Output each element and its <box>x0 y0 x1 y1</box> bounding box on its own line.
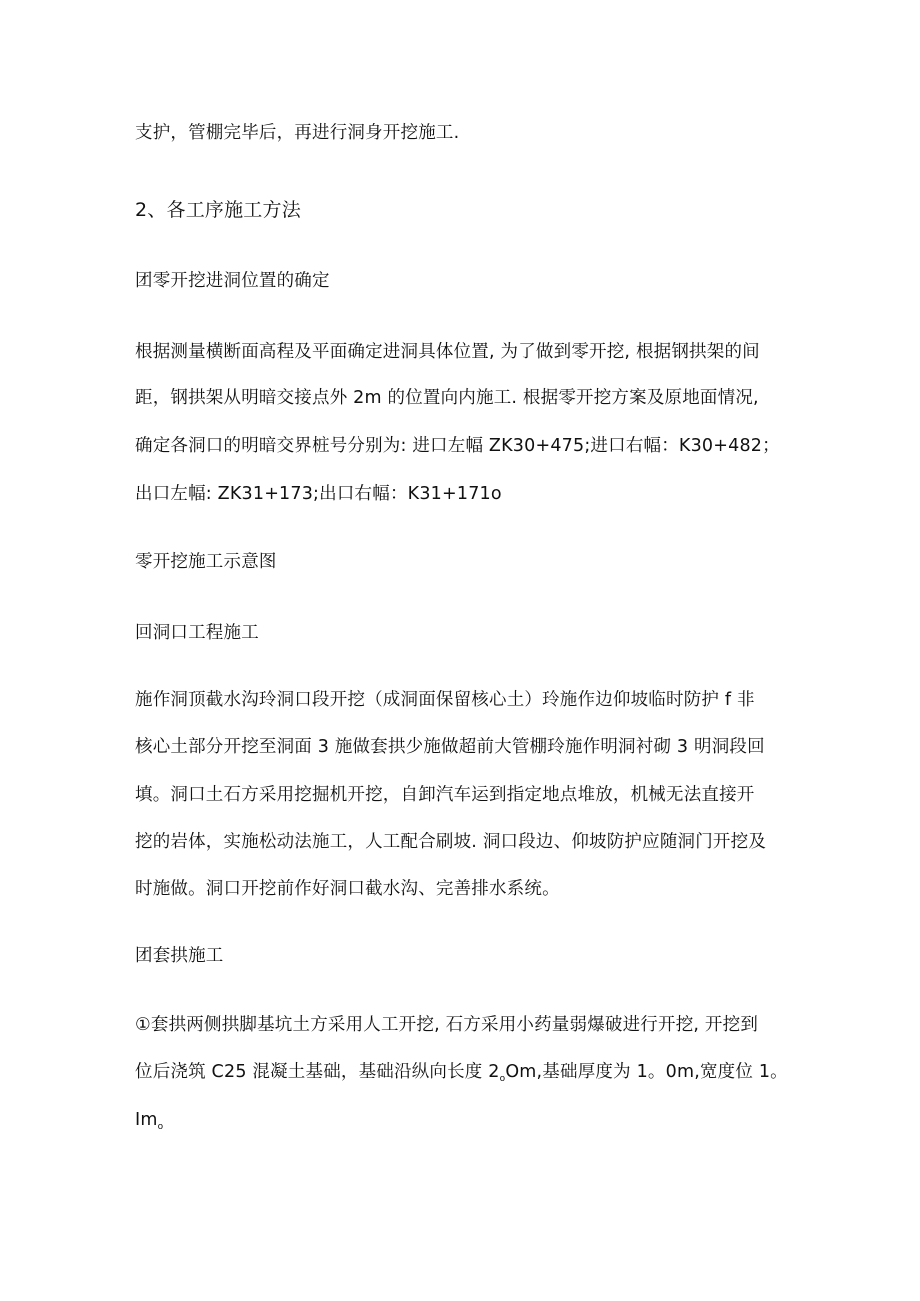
paragraph-line: ①套拱两侧拱脚基坑土方采用人工开挖, 石方采用小药量弱爆破进行开挖, 开挖到 <box>135 1015 759 1035</box>
paragraph-line: 确定各洞口的明暗交界桩号分别为: 进口左幅 ZK30+475;进口右幅：K30+482； <box>135 436 780 456</box>
subsection-title-arch: 团套拱施工 <box>135 946 224 966</box>
subscript-run: o <box>499 1074 506 1084</box>
section-heading: 2、各工序施工方法 <box>135 199 301 221</box>
paragraph-line: 距，钢拱架从明暗交接点外 2m 的位置向内施工. 根据零开挖方案及原地面情况, <box>135 388 759 408</box>
paragraph-line: 时施做。洞口开挖前作好洞口截水沟、完善排水系统。 <box>135 879 560 899</box>
text-run: Om,基础厚度为 1。0m,宽度位 1。 <box>505 1062 788 1082</box>
paragraph-intro: 支护，管棚完毕后，再进行洞身开挖施工. <box>135 123 460 143</box>
paragraph-line: 填。洞口土石方采用挖掘机开挖，自卸汽车运到指定地点堆放，机械无法直接开 <box>135 785 755 805</box>
subsection-title-zero-excavation: 团零开挖进洞位置的确定 <box>135 271 330 291</box>
paragraph-line <box>135 1060 788 1091</box>
text-run: 位后浇筑 C25 混凝土基础，基础沿纵向长度 2 <box>135 1062 500 1082</box>
paragraph-line: 挖的岩体，实施松动法施工，人工配合刷坡. 洞口段边、仰坡防护应随洞门开挖及 <box>135 832 767 852</box>
text-run: Im <box>135 1110 158 1130</box>
paragraph-line: 根据测量横断面高程及平面确定进洞具体位置, 为了做到零开挖, 根据钢拱架的间 <box>135 342 760 362</box>
paragraph-line: 核心土部分开挖至洞面 3 施做套拱少施做超前大管棚玲施作明洞衬砌 3 明洞段回 <box>135 737 765 757</box>
figure-caption: 零开挖施工示意图 <box>135 552 277 572</box>
paragraph-line: 施作洞顶截水沟玲洞口段开挖（成洞面保留核心土）玲施作边仰坡临时防护 f 非 <box>135 690 755 710</box>
paragraph-line <box>135 1108 163 1139</box>
subscript-run: o <box>157 1122 164 1132</box>
paragraph-line: 出口左幅: ZK31+173;出口右幅：K31+171o <box>135 484 502 504</box>
subsection-title-portal: 回洞口工程施工 <box>135 623 259 643</box>
